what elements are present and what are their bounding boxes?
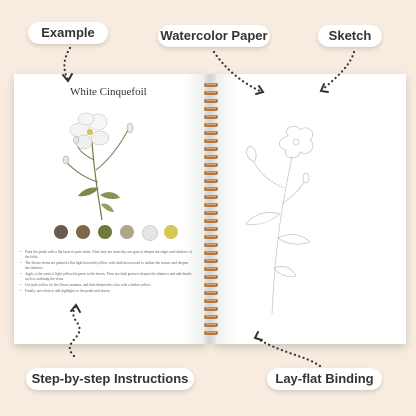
- binding-ring: [204, 275, 218, 279]
- binding-ring: [204, 187, 218, 191]
- example-page: [14, 74, 207, 344]
- binding-ring: [204, 299, 218, 303]
- color-swatch: [54, 225, 68, 239]
- binding-ring: [204, 251, 218, 255]
- color-swatch: [120, 225, 134, 239]
- binding-ring: [204, 203, 218, 207]
- instruction-step: • Paint the petals with a flat layer of pure white. After they are semi-dry, use gray to deepen the edges and shadows of the folds.: [20, 250, 192, 260]
- binding-ring: [204, 315, 218, 319]
- page-title: White Cinquefoil: [70, 86, 147, 98]
- binding-ring: [204, 195, 218, 199]
- binding-ring: [204, 147, 218, 151]
- binding-ring: [204, 107, 218, 111]
- binding-ring: [204, 115, 218, 119]
- binding-ring: [204, 171, 218, 175]
- cinquefoil-illustration: [54, 100, 144, 222]
- callout-lay-flat-binding: Lay-flat Binding: [267, 368, 382, 390]
- binding-ring: [204, 179, 218, 183]
- binding-ring: [204, 259, 218, 263]
- binding-ring: [204, 163, 218, 167]
- binding-ring: [204, 235, 218, 239]
- callout-watercolor-paper: Watercolor Paper: [158, 25, 270, 47]
- binding-ring: [204, 227, 218, 231]
- open-sketchbook: [14, 74, 406, 344]
- instruction-list: [20, 250, 192, 295]
- instruction-step: • Apply a flat wash of light yellowish-green to the leaves. Then use dark green to deepen the shadows and add details such as outlining the veins.: [20, 272, 192, 282]
- binding-ring: [204, 331, 218, 335]
- instruction-step: • The flower stems are painted a flat light brownish yellow, with dark brown used to outline the texture and deepen the shadows.: [20, 261, 192, 271]
- callout-step-by-step: Step-by-step Instructions: [26, 368, 194, 390]
- binding-ring: [204, 123, 218, 127]
- color-swatch: [164, 225, 178, 239]
- binding-ring: [204, 267, 218, 271]
- binding-ring: [204, 211, 218, 215]
- binding-ring: [204, 291, 218, 295]
- binding-ring: [204, 91, 218, 95]
- binding-ring: [204, 323, 218, 327]
- binding-ring: [204, 83, 218, 87]
- color-swatch: [76, 225, 90, 239]
- binding-ring: [204, 155, 218, 159]
- binding-ring: [204, 139, 218, 143]
- flower-sketch: [226, 118, 326, 318]
- binding-ring: [204, 283, 218, 287]
- callout-sketch: Sketch: [318, 25, 382, 47]
- callout-example: Example: [28, 22, 108, 44]
- instruction-step: • Finally, use white to add highlights to the petals and leaves.: [20, 289, 192, 294]
- spiral-binding-icon: [203, 80, 219, 338]
- color-swatch: [98, 225, 112, 239]
- color-swatch: [142, 225, 158, 241]
- color-palette: [54, 222, 184, 242]
- binding-ring: [204, 131, 218, 135]
- binding-ring: [204, 99, 218, 103]
- instruction-step: • Use pale yellow for the flower stamens, and then deepen the color with a darker yellow.: [20, 283, 192, 288]
- binding-ring: [204, 307, 218, 311]
- binding-ring: [204, 243, 218, 247]
- binding-ring: [204, 219, 218, 223]
